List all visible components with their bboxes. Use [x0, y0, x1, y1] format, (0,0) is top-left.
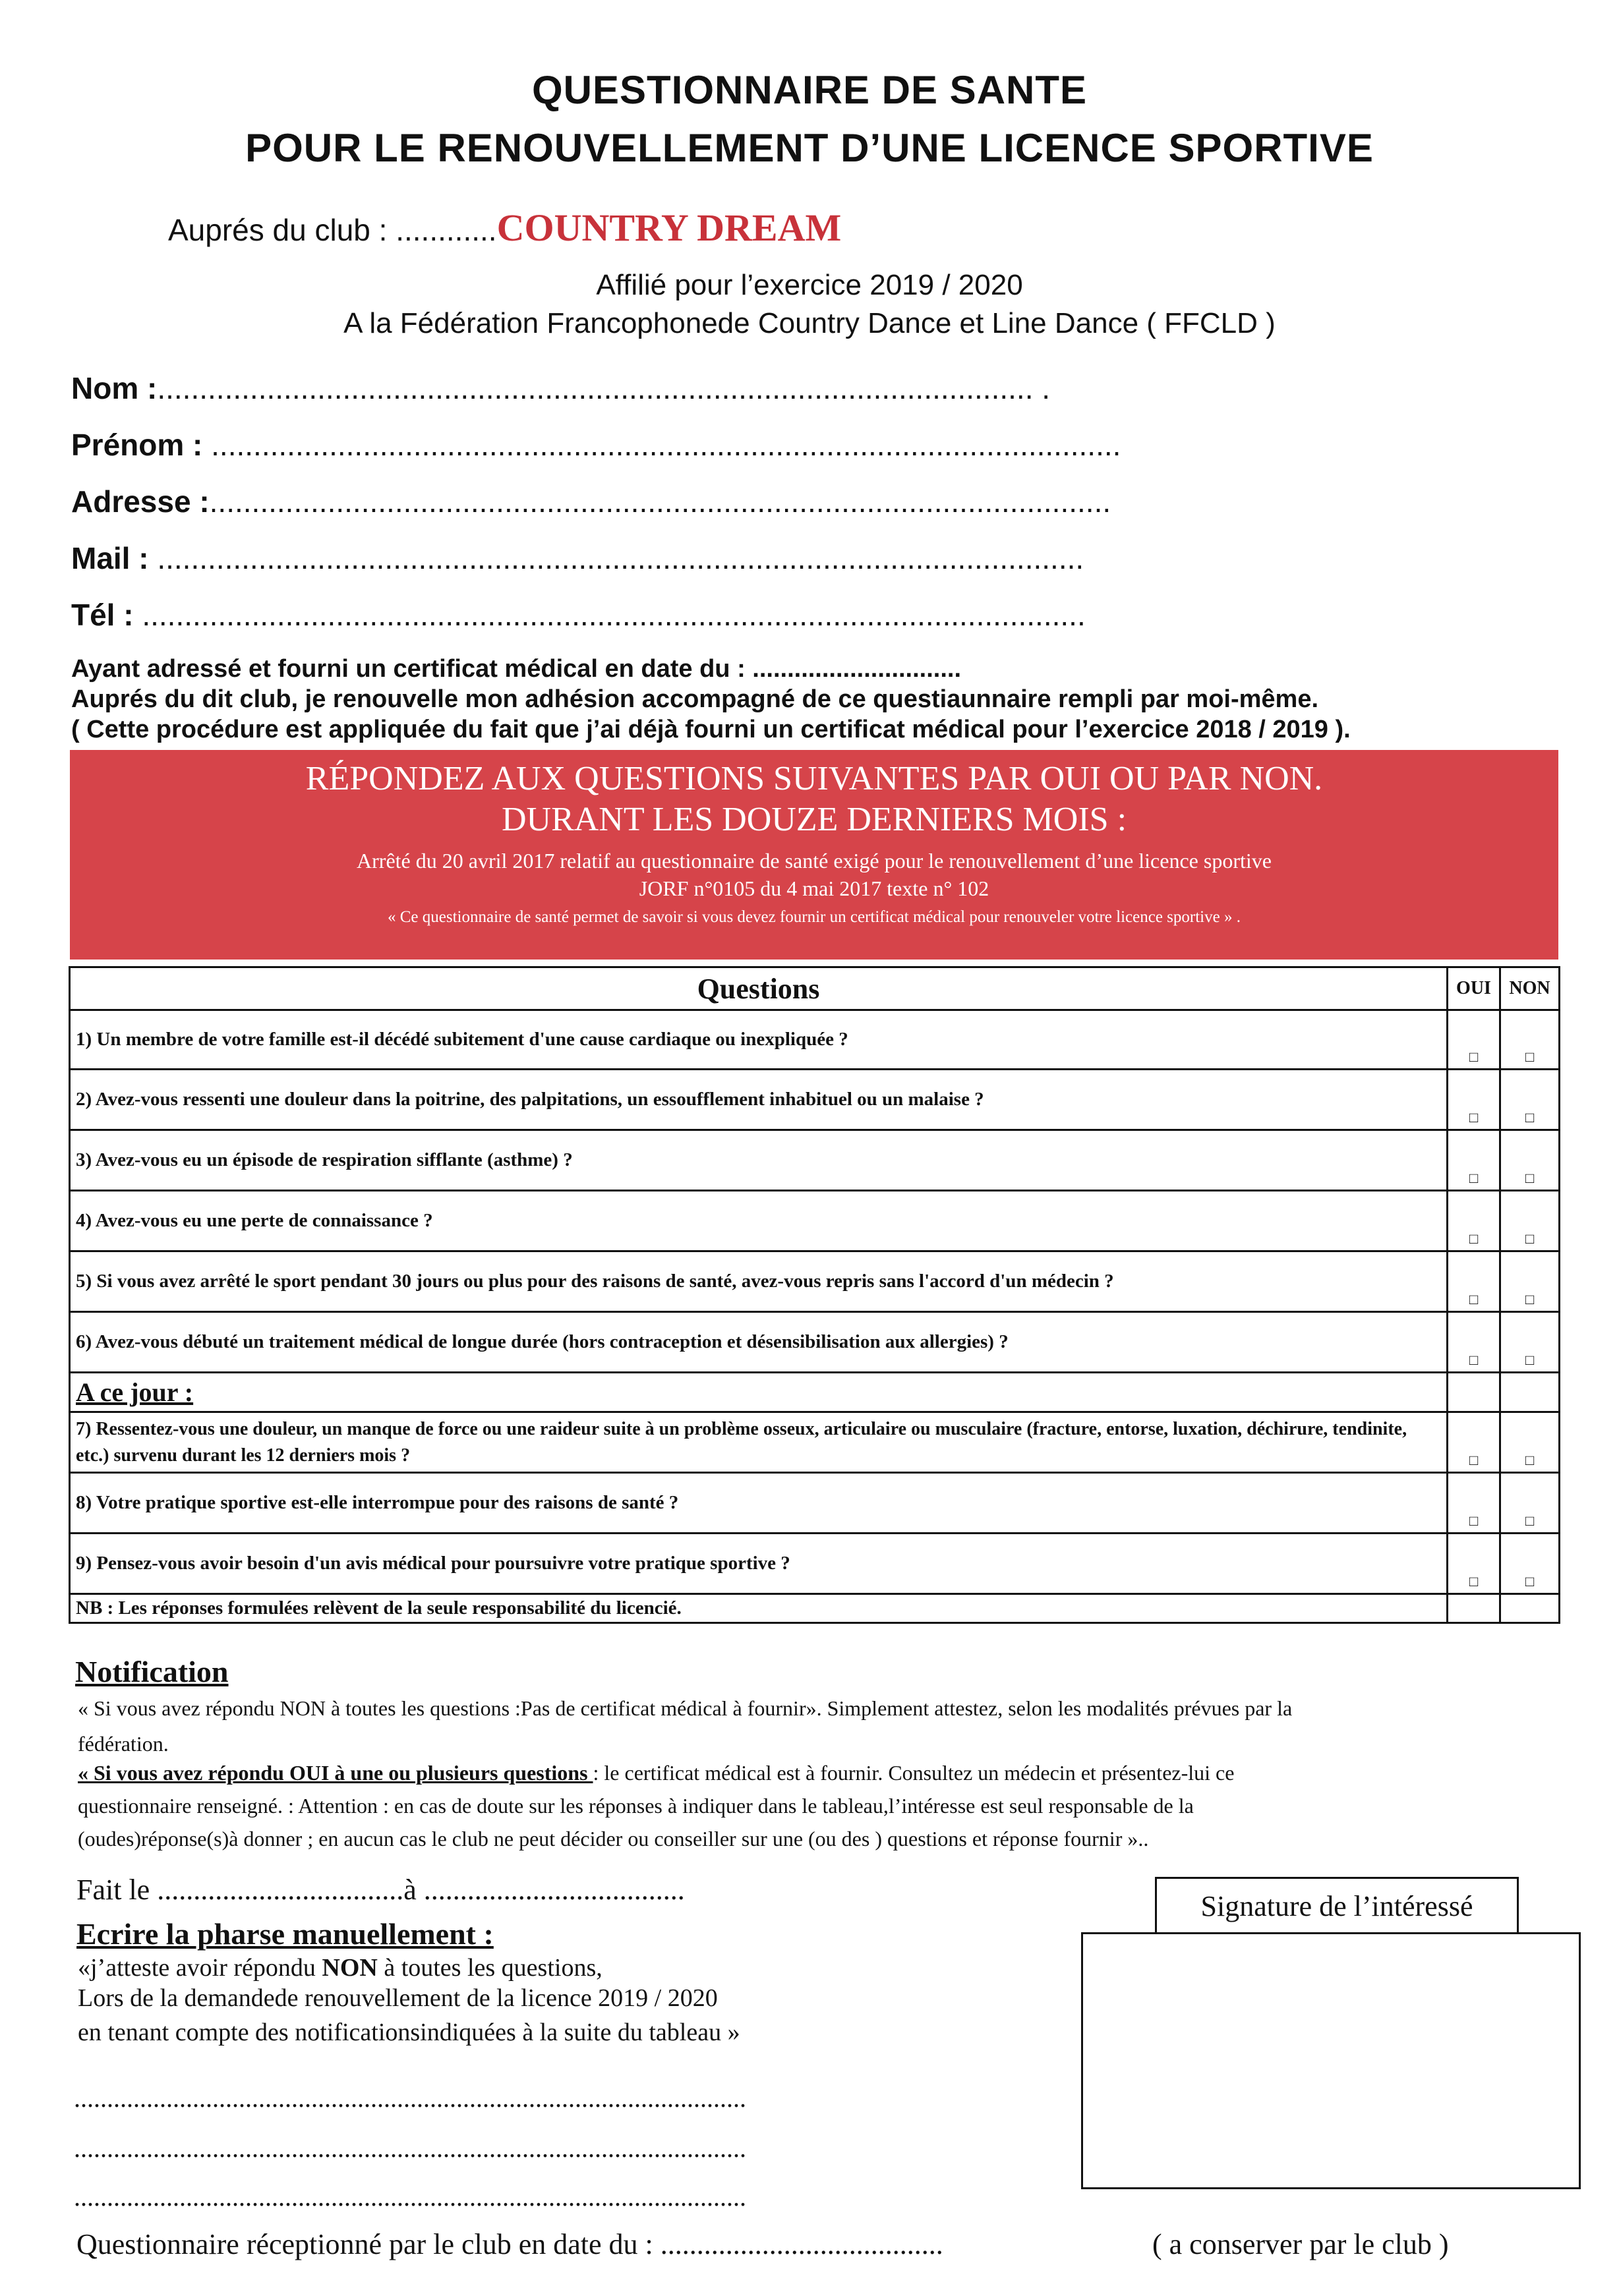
- mail-dots: ..............................................................................................................: [157, 541, 1084, 575]
- section-label-today: A ce jour :: [70, 1373, 1448, 1412]
- mail-label: Mail :: [71, 541, 149, 575]
- ecrire-title: Ecrire la pharse manuellement :: [76, 1917, 494, 1951]
- phrase-line-2: Lors de la demandede renouvellement de la licence 2019 / 2020: [78, 1984, 718, 2012]
- instructions-banner: [70, 750, 1558, 960]
- q2-oui-checkbox[interactable]: □: [1448, 1070, 1500, 1130]
- club-name: COUNTRY DREAM: [496, 206, 842, 249]
- banner-line-1: RÉPONDEZ AUX QUESTIONS SUIVANTES PAR OUI OU PAR NON.: [305, 760, 1323, 797]
- question-7: 7) Ressentez-vous une douleur, un manque de force ou une raideur suite à un problème osseux, articulaire ou musculaire (fracture, entorse, luxation, déchirure, tendinite, etc.) survenu durant les 12 derniers mois ?: [70, 1412, 1448, 1473]
- questions-table: [69, 966, 1560, 1624]
- nom-field[interactable]: [71, 370, 1050, 406]
- section-row: [70, 1373, 1560, 1412]
- nom-label: Nom :: [71, 371, 158, 405]
- q5-oui-checkbox[interactable]: □: [1448, 1251, 1500, 1312]
- table-row: [70, 1130, 1560, 1191]
- mail-field[interactable]: [71, 540, 1084, 576]
- notification-p3: questionnaire renseigné. : Attention : en cas de doute sur les réponses à indiquer dans le tableau,l’intéresse est seul responsable de la: [78, 1794, 1194, 1818]
- handwriting-line-1[interactable]: ......................................................................................................: [74, 2083, 746, 2113]
- q4-non-checkbox[interactable]: □: [1500, 1191, 1560, 1251]
- q8-non-checkbox[interactable]: □: [1500, 1473, 1560, 1534]
- phrase-l1-c: à toutes les questions,: [377, 1954, 603, 1982]
- question-4: 4) Avez-vous eu une perte de connaissance ?: [70, 1191, 1448, 1251]
- nom-dots: ........................................................................................................ .: [157, 371, 1051, 405]
- empty-cell: [1500, 1594, 1560, 1623]
- q3-non-checkbox[interactable]: □: [1500, 1130, 1560, 1191]
- declaration-line-1: Ayant adressé et fourni un certificat médical en date du : ..............................: [71, 655, 962, 683]
- empty-cell: [1448, 1594, 1500, 1623]
- prenom-label: Prénom :: [71, 428, 203, 462]
- table-header-row: [70, 967, 1560, 1010]
- question-2: 2) Avez-vous ressenti une douleur dans la poitrine, des palpitations, un essoufflement inhabituel ou un malaise ?: [70, 1070, 1448, 1130]
- nb-note: NB : Les réponses formulées relèvent de la seule responsabilité du licencié.: [70, 1594, 1448, 1623]
- tel-label: Tél :: [71, 598, 134, 632]
- fait-le-line[interactable]: [76, 1873, 685, 1907]
- received-line[interactable]: Questionnaire réceptionné par le club en date du : .......................................: [76, 2228, 943, 2260]
- table-row: [70, 1010, 1560, 1070]
- banner-decree: Arrêté du 20 avril 2017 relatif au questionnaire de santé exigé pour le renouvellement d’une licence sportive: [357, 849, 1272, 873]
- q7-non-checkbox[interactable]: □: [1500, 1412, 1560, 1473]
- phrase-line-1: [78, 1953, 603, 1982]
- table-row: [70, 1191, 1560, 1251]
- q3-oui-checkbox[interactable]: □: [1448, 1130, 1500, 1191]
- title-line-2: POUR LE RENOUVELLEMENT D’UNE LICENCE SPORTIVE: [245, 126, 1374, 170]
- question-5: 5) Si vous avez arrêté le sport pendant 30 jours ou plus pour des raisons de santé, avez-vous repris sans l'accord d'un médecin ?: [70, 1251, 1448, 1312]
- table-row: [70, 1070, 1560, 1130]
- notification-p1b: fédération.: [78, 1732, 169, 1756]
- declaration-line-2: Auprés du dit club, je renouvelle mon adhésion accompagné de ce questiaunnaire rempli par moi-même.: [71, 685, 1319, 713]
- empty-cell: [1448, 1373, 1500, 1412]
- q8-oui-checkbox[interactable]: □: [1448, 1473, 1500, 1534]
- q2-non-checkbox[interactable]: □: [1500, 1070, 1560, 1130]
- q6-non-checkbox[interactable]: □: [1500, 1312, 1560, 1373]
- q1-non-checkbox[interactable]: □: [1500, 1010, 1560, 1070]
- banner-line-2: DURANT LES DOUZE DERNIERS MOIS :: [501, 801, 1127, 838]
- signature-box[interactable]: [1081, 1932, 1581, 2189]
- table-row: [70, 1251, 1560, 1312]
- prenom-dots: ............................................................................................................: [211, 428, 1121, 462]
- oui-header: OUI: [1448, 967, 1500, 1010]
- notification-p1: « Si vous avez répondu NON à toutes les questions :Pas de certificat médical à fournir». Simplement attestez, selon les modalités prévues par la: [78, 1696, 1293, 1720]
- handwriting-line-3[interactable]: ......................................................................................................: [74, 2182, 746, 2212]
- notification-p4: (oudes)réponse(s)à donner ; en aucun cas le club ne peut décider ou conseiller sur une (ou des ) questions et réponse fournir »..: [78, 1827, 1149, 1851]
- question-9: 9) Pensez-vous avoir besoin d'un avis médical pour poursuivre votre pratique sportive ?: [70, 1534, 1448, 1594]
- questions-header: Questions: [70, 967, 1448, 1010]
- table-row: [70, 1312, 1560, 1373]
- question-6: 6) Avez-vous débuté un traitement médical de longue durée (hors contraception et désensibilisation aux allergies) ?: [70, 1312, 1448, 1373]
- table-row: [70, 1534, 1560, 1594]
- notification-p2-rest: : le certificat médical est à fournir. Consultez un médecin et présentez-lui ce: [593, 1761, 1235, 1785]
- table-row: [70, 1412, 1560, 1473]
- prenom-field[interactable]: [71, 427, 1121, 463]
- handwriting-line-2[interactable]: ......................................................................................................: [74, 2133, 746, 2163]
- q1-oui-checkbox[interactable]: □: [1448, 1010, 1500, 1070]
- title-line-1: QUESTIONNAIRE DE SANTE: [531, 68, 1088, 112]
- q4-oui-checkbox[interactable]: □: [1448, 1191, 1500, 1251]
- non-header: NON: [1500, 967, 1560, 1010]
- q9-oui-checkbox[interactable]: □: [1448, 1534, 1500, 1594]
- question-1: 1) Un membre de votre famille est-il décédé subitement d'une cause cardiaque ou inexpliquée ?: [70, 1010, 1448, 1070]
- club-label: Auprés du club : ............: [168, 213, 497, 247]
- affiliation-line-1: Affilié pour l’exercice 2019 / 2020: [596, 269, 1023, 301]
- question-3: 3) Avez-vous eu un épisode de respiration sifflante (asthme) ?: [70, 1130, 1448, 1191]
- affiliation-line-2: A la Fédération Francophonede Country Dance et Line Dance ( FFCLD ): [343, 307, 1276, 339]
- notification-title: Notification: [75, 1655, 229, 1688]
- tel-field[interactable]: [71, 597, 1086, 633]
- notification-p2-underlined: « Si vous avez répondu OUI à une ou plusieurs questions: [78, 1761, 593, 1785]
- banner-note: « Ce questionnaire de santé permet de savoir si vous devez fournir un certificat médical pour renouveler votre licence sportive » .: [388, 908, 1241, 926]
- fait-a-label: ...à ....................................: [382, 1874, 685, 1906]
- question-8: 8) Votre pratique sportive est-elle interrompue pour des raisons de santé ?: [70, 1473, 1448, 1534]
- declaration-line-3: ( Cette procédure est appliquée du fait que j’ai déjà fourni un certificat médical pour l’exercice 2018 / 2019 ).: [71, 716, 1351, 743]
- banner-jorf: JORF n°0105 du 4 mai 2017 texte n° 102: [639, 876, 989, 900]
- phrase-l1-a: «j’atteste avoir répondu: [78, 1954, 322, 1982]
- q6-oui-checkbox[interactable]: □: [1448, 1312, 1500, 1373]
- club-line: [168, 206, 841, 250]
- table-row: [70, 1473, 1560, 1534]
- q7-oui-checkbox[interactable]: □: [1448, 1412, 1500, 1473]
- keep-note: ( a conserver par le club ): [1152, 2228, 1449, 2260]
- adresse-field[interactable]: [71, 484, 1111, 519]
- q5-non-checkbox[interactable]: □: [1500, 1251, 1560, 1312]
- phrase-line-3: en tenant compte des notificationsindiquées à la suite du tableau »: [78, 2019, 740, 2046]
- fait-le-label: Fait le ...............................: [76, 1874, 382, 1906]
- tel-dots: ................................................................................................................: [142, 598, 1086, 632]
- q9-non-checkbox[interactable]: □: [1500, 1534, 1560, 1594]
- phrase-l1-non: NON: [322, 1954, 378, 1982]
- adresse-label: Adresse :: [71, 484, 210, 519]
- empty-cell: [1500, 1373, 1560, 1412]
- nb-row: [70, 1594, 1560, 1623]
- signature-label: Signature de l’intéressé: [1155, 1877, 1519, 1934]
- adresse-dots: ...........................................................................................................: [209, 484, 1111, 519]
- notification-p2: [78, 1761, 1234, 1785]
